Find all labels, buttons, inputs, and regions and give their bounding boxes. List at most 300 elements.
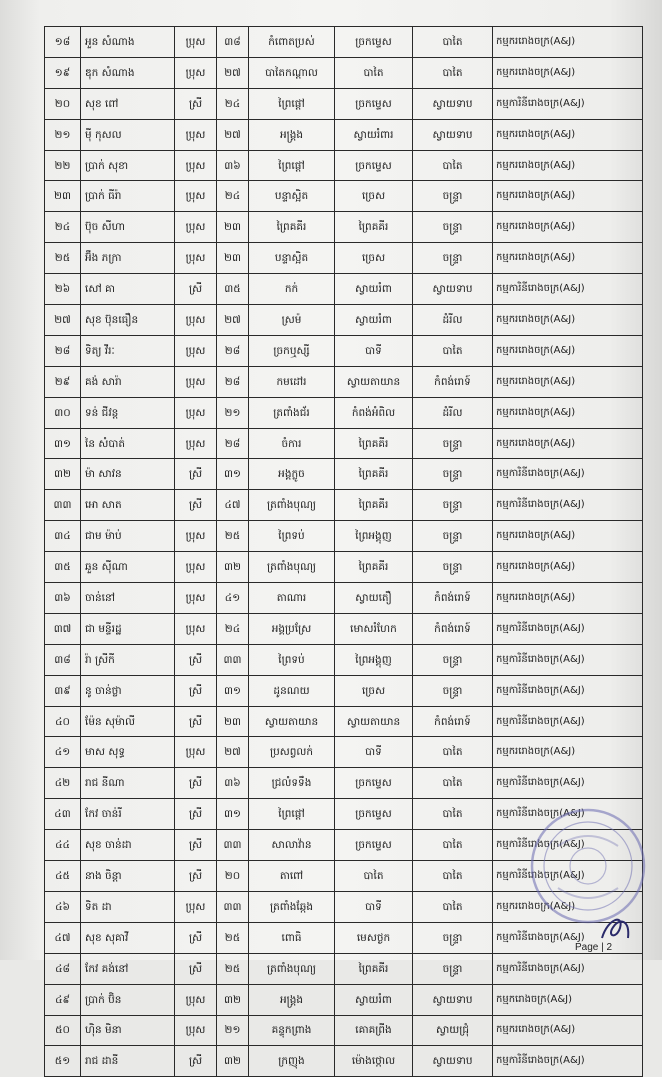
village-cell: ត្រពាំងជ័រ [249,397,335,428]
village-cell: កំពោតប្រស់ [249,27,335,58]
commune-cell: ស្វាយរំពារ [335,119,413,150]
village-cell: ស្រម៉ [249,305,335,336]
commune-cell: បាតៃ [335,57,413,88]
occupation-cell: កម្មការិនីរោងចក្រ(A&J) [493,922,643,953]
row-number-cell: ៤០ [45,706,81,737]
row-number-cell: ៣៤ [45,521,81,552]
district-cell: ចន្ទ្រា [413,953,493,984]
table-row [45,119,643,150]
village-cell: អង្គ្រង [249,119,335,150]
occupation-cell: កម្មការិនីរោងចក្រ(A&J) [493,644,643,675]
person-name-cell: អ៊ឹង ភក្រា [81,243,175,274]
person-name-cell: មាស សុទ្ធ [81,737,175,768]
commune-cell: ព្រៃអង្គុញ [335,644,413,675]
district-cell: បាតៃ [413,799,493,830]
village-cell: គន្ទុកព្រាង [249,1015,335,1046]
occupation-cell: កម្មការិនីរោងចក្រ(A&J) [493,675,643,706]
district-cell: ចន្ទ្រា [413,212,493,243]
row-number-cell: ១៩ [45,57,81,88]
district-cell: កំពង់រោទ៍ [413,706,493,737]
row-number-cell: ៤៦ [45,891,81,922]
table-row [45,583,643,614]
gender-cell: ប្រុស [175,119,217,150]
age-cell: ២១ [217,1015,249,1046]
age-cell: ៣៥ [217,274,249,305]
occupation-cell: កម្មកររោងចក្រ(A&J) [493,737,643,768]
person-name-cell: រ៉ា ស្រីកី [81,644,175,675]
person-name-cell: ម៉ា សាវន [81,459,175,490]
gender-cell: ស្រី [175,644,217,675]
district-cell: បាតៃ [413,737,493,768]
commune-cell: ច្រេស [335,181,413,212]
row-number-cell: ២២ [45,150,81,181]
person-name-cell: ហ៊ិន មិនា [81,1015,175,1046]
gender-cell: ប្រុស [175,1015,217,1046]
village-cell: ត្រពាំងបុណ្យ [249,490,335,521]
district-cell: ចន្ទ្រា [413,459,493,490]
occupation-cell: កម្មកររោងចក្រ(A&J) [493,150,643,181]
commune-cell: មោសរំហែក [335,613,413,644]
village-cell: បន្ទាស្អិត [249,243,335,274]
age-cell: ៣២ [217,984,249,1015]
table-row [45,613,643,644]
village-cell: អង្គ្រង [249,984,335,1015]
person-name-cell: ប៊ុច សីហា [81,212,175,243]
commune-cell: ច្រកម្ទេស [335,150,413,181]
occupation-cell: កម្មការិនីរោងចក្រ(A&J) [493,768,643,799]
occupation-cell: កម្មការិនីរោងចក្រ(A&J) [493,88,643,119]
age-cell: ២៣ [217,706,249,737]
district-cell: ចន្ទ្រា [413,490,493,521]
table-row [45,366,643,397]
table-row [45,737,643,768]
gender-cell: ប្រុស [175,737,217,768]
table-row [45,1015,643,1046]
occupation-cell: កម្មការិនីរោងចក្រ(A&J) [493,274,643,305]
occupation-cell: កម្មការិនីរោងចក្រ(A&J) [493,830,643,861]
gender-cell: ប្រុស [175,366,217,397]
table-row [45,521,643,552]
district-cell: ដំរីល [413,305,493,336]
table-row [45,490,643,521]
person-name-cell: ម៉ី កុសល [81,119,175,150]
row-number-cell: ៤៤ [45,830,81,861]
person-name-cell: ចាន់នៅ [81,583,175,614]
row-number-cell: ២៧ [45,305,81,336]
district-cell: បាតៃ [413,150,493,181]
village-cell: ព្រៃទប់ [249,521,335,552]
table-row [45,1046,643,1077]
gender-cell: ស្រី [175,1046,217,1077]
table-row [45,799,643,830]
table-row [45,675,643,706]
age-cell: ២៣ [217,212,249,243]
commune-cell: ច្រកម្ទេស [335,799,413,830]
age-cell: ២៧ [217,57,249,88]
gender-cell: ប្រុស [175,521,217,552]
table-row [45,150,643,181]
person-name-cell: សុខ ប៊ុនធឿន [81,305,175,336]
occupation-cell: កម្មកររោងចក្រ(A&J) [493,891,643,922]
gender-cell: ស្រី [175,830,217,861]
occupation-cell: កម្មការិនីរោងចក្រ(A&J) [493,490,643,521]
district-cell: កំពង់រោទ៍ [413,583,493,614]
village-cell: បាតៃកណ្តាល [249,57,335,88]
commune-cell: ច្រកម្ទេស [335,27,413,58]
row-number-cell: ៤៥ [45,861,81,892]
village-cell: ចំការ [249,428,335,459]
district-cell: ស្វាយទាប [413,88,493,119]
gender-cell: ប្រុស [175,212,217,243]
district-cell: ស្វាយទាប [413,984,493,1015]
age-cell: ២៤ [217,613,249,644]
occupation-cell: កម្មកររោងចក្រ(A&J) [493,428,643,459]
age-cell: ២៧ [217,119,249,150]
commune-cell: កំពង់អំពិល [335,397,413,428]
village-cell: តាណារ [249,583,335,614]
commune-cell: ស្វាយតឿ [335,583,413,614]
person-name-cell: ជា មន្ទីរដ្ឋ [81,613,175,644]
commune-cell: គោគព្រីង [335,1015,413,1046]
table-row [45,706,643,737]
row-number-cell: ២០ [45,88,81,119]
occupation-cell: កម្មកររោងចក្រ(A&J) [493,1015,643,1046]
person-name-cell: រាជ នីណា [81,768,175,799]
district-cell: បាតៃ [413,830,493,861]
occupation-cell: កម្មកររោងចក្រ(A&J) [493,119,643,150]
person-name-cell: គង់ សារ៉ា [81,366,175,397]
village-cell: បន្ទាស្អិត [249,181,335,212]
commune-cell: ច្រកម្ទេស [335,768,413,799]
gender-cell: ស្រី [175,459,217,490]
row-number-cell: ៤១ [45,737,81,768]
district-cell: ស្វាយទាប [413,119,493,150]
gender-cell: ស្រី [175,861,217,892]
person-name-cell: ឌុក សំណាង [81,57,175,88]
row-number-cell: ៣៣ [45,490,81,521]
village-cell: ព្រៃផ្តៅ [249,799,335,830]
village-cell: ព្រៃផ្តៅ [249,150,335,181]
person-name-cell: ឆួន ស៊ីណា [81,552,175,583]
gender-cell: ប្រុស [175,27,217,58]
person-name-cell: ប្រាក់ សុខា [81,150,175,181]
gender-cell: ប្រុស [175,552,217,583]
table-row [45,428,643,459]
row-number-cell: ១៨ [45,27,81,58]
row-number-cell: ២៣ [45,181,81,212]
village-cell: ស្វាយតាយាន [249,706,335,737]
row-number-cell: ៣៧ [45,613,81,644]
row-number-cell: ៤៨ [45,953,81,984]
village-cell: សាលាវ៉ាន [249,830,335,861]
commune-cell: បាទី [335,891,413,922]
row-number-cell: ៣០ [45,397,81,428]
gender-cell: ប្រុស [175,57,217,88]
table-row [45,459,643,490]
age-cell: ២៤ [217,181,249,212]
gender-cell: ប្រុស [175,984,217,1015]
commune-cell: ស្វាយតាយាន [335,706,413,737]
row-number-cell: ៥០ [45,1015,81,1046]
village-cell: ត្រពាំងបុណ្យ [249,953,335,984]
commune-cell: ព្រៃគគីរ [335,552,413,583]
commune-cell: ស្វាយតាយាន [335,366,413,397]
commune-cell: ម៉ោងថ្កោល [335,1046,413,1077]
occupation-cell: កម្មការិនីរោងចក្រ(A&J) [493,953,643,984]
gender-cell: ប្រុស [175,891,217,922]
village-cell: ព្រៃផ្តៅ [249,88,335,119]
gender-cell: ស្រី [175,953,217,984]
age-cell: ៣៣ [217,891,249,922]
occupation-cell: កម្មករោងចក្រ(A&J) [493,984,643,1015]
occupation-cell: កម្មការិនីរោងចក្រ(A&J) [493,459,643,490]
age-cell: ២៧ [217,737,249,768]
occupation-cell: កម្មកររោងចក្រ(A&J) [493,366,643,397]
gender-cell: ស្រី [175,675,217,706]
age-cell: ២៨ [217,366,249,397]
table-row [45,181,643,212]
commune-cell: ព្រៃគគីរ [335,459,413,490]
table-row [45,57,643,88]
commune-cell: ច្រេស [335,675,413,706]
table-row [45,88,643,119]
person-name-cell: ទិត ដា [81,891,175,922]
occupation-cell: កម្មការិនីរោងចក្រ(A&J) [493,799,643,830]
commune-cell: មេសថ្ងក [335,922,413,953]
gender-cell: ប្រុស [175,305,217,336]
gender-cell: ស្រី [175,706,217,737]
commune-cell: ស្វាយរំពា [335,984,413,1015]
village-cell: ព្រៃទប់ [249,644,335,675]
table-row [45,922,643,953]
district-cell: ចន្ទ្រា [413,552,493,583]
occupation-cell: កម្មការិនីរោងចក្រ(A&J) [493,861,643,892]
district-cell: បាតៃ [413,27,493,58]
village-cell: អង្គប្រស្រែ [249,613,335,644]
row-number-cell: ៣៦ [45,583,81,614]
age-cell: ២៥ [217,521,249,552]
age-cell: ៣២ [217,1046,249,1077]
row-number-cell: ៤៧ [45,922,81,953]
age-cell: ៣១ [217,799,249,830]
commune-cell: ព្រៃអង្គុញ [335,521,413,552]
gender-cell: ស្រី [175,768,217,799]
district-cell: កំពង់រោទ៍ [413,613,493,644]
village-cell: ព្រៃគគីរ [249,212,335,243]
person-name-cell: កែវ ចាន់រី [81,799,175,830]
age-cell: ២៥ [217,922,249,953]
person-name-cell: សៅ គា [81,274,175,305]
district-cell: ចន្ទ្រា [413,521,493,552]
row-number-cell: ២៩ [45,366,81,397]
person-name-cell: នូ ចាន់ថ្លា [81,675,175,706]
person-name-cell: នាង ចិន្តា [81,861,175,892]
table-row [45,768,643,799]
village-cell: ច្រកឬស្សី [249,335,335,366]
commune-cell: ស្វាយរំពា [335,305,413,336]
gender-cell: ស្រី [175,490,217,521]
table-row [45,552,643,583]
gender-cell: ប្រុស [175,181,217,212]
row-number-cell: ៤៩ [45,984,81,1015]
gender-cell: ស្រី [175,88,217,119]
row-number-cell: ៣៩ [45,675,81,706]
age-cell: ២៥ [217,953,249,984]
commune-cell: ស្វាយរំពា [335,274,413,305]
table-row [45,397,643,428]
district-cell: ចន្ទ្រា [413,243,493,274]
person-name-cell: សុខ ចាន់ដា [81,830,175,861]
gender-cell: ស្រី [175,799,217,830]
row-number-cell: ៤២ [45,768,81,799]
age-cell: ២០ [217,861,249,892]
occupation-cell: កម្មកររោងចក្រ(A&J) [493,305,643,336]
gender-cell: ស្រី [175,274,217,305]
row-number-cell: ៥១ [45,1046,81,1077]
commune-cell: ព្រៃគគីរ [335,953,413,984]
district-cell: បាតៃ [413,861,493,892]
occupation-cell: កម្មកររោងចក្រ(A&J) [493,27,643,58]
age-cell: ៣៣ [217,644,249,675]
row-number-cell: ៣៥ [45,552,81,583]
commune-cell: ព្រៃគគីរ [335,490,413,521]
district-cell: ស្វាយទាប [413,1046,493,1077]
commune-cell: ច្រកម្ទេស [335,88,413,119]
person-name-cell: ប្រាក់ ធីរ៉ា [81,181,175,212]
district-cell: បាតៃ [413,768,493,799]
commune-cell: ច្រេស [335,243,413,274]
age-cell: ២១ [217,397,249,428]
village-cell: ពោធិ [249,922,335,953]
commune-cell: បាតៃ [335,861,413,892]
age-cell: ៣១ [217,459,249,490]
table-row [45,335,643,366]
table-row [45,861,643,892]
age-cell: ២៤ [217,88,249,119]
page-number: Page | 2 [575,942,613,953]
person-name-cell: អោ សាត [81,490,175,521]
village-cell: ប្រសព្វលក់ [249,737,335,768]
village-cell: អង្គក្លូច [249,459,335,490]
district-cell: កំពង់រោទ៍ [413,366,493,397]
age-cell: ២៣ [217,243,249,274]
person-name-cell: ប្រាក់ ប៊ិន [81,984,175,1015]
occupation-cell: កម្មកររោងចក្រ(A&J) [493,583,643,614]
age-cell: ៣៦ [217,768,249,799]
gender-cell: ប្រុស [175,613,217,644]
district-cell: ចន្ទ្រា [413,922,493,953]
age-cell: ៤៧ [217,490,249,521]
person-name-cell: ម៉ែន សុម៉ាលី [81,706,175,737]
occupation-cell: កម្មកររោងចក្រ(A&J) [493,243,643,274]
age-cell: ៣៣ [217,830,249,861]
table-row [45,212,643,243]
village-cell: កមដៅរ [249,366,335,397]
district-cell: បាតៃ [413,891,493,922]
commune-cell: បាទី [335,335,413,366]
occupation-cell: កម្មកររោងចក្រ(A&J) [493,521,643,552]
village-cell: ជ្រលំទទឹង [249,768,335,799]
village-cell: កក់ [249,274,335,305]
occupation-cell: កម្មកររោងចក្រ(A&J) [493,212,643,243]
commune-cell: ច្រកម្ទេស [335,830,413,861]
row-number-cell: ៣១ [45,428,81,459]
occupation-cell: កម្មការិនីរោងចក្រ(A&J) [493,613,643,644]
district-cell: ស្វាយជ្រុំ [413,1015,493,1046]
person-name-cell: អួន សំណាង [81,27,175,58]
table-row [45,953,643,984]
row-number-cell: ២៤ [45,212,81,243]
table-row [45,644,643,675]
person-name-cell: សុខ សុគាវី [81,922,175,953]
occupation-cell: កម្មកររោងចក្រ(A&J) [493,181,643,212]
people-table [44,26,643,1077]
age-cell: ២៧ [217,305,249,336]
district-cell: ស្វាយទាប [413,274,493,305]
person-name-cell: សុខ ពៅ [81,88,175,119]
age-cell: ៣១ [217,675,249,706]
table-row [45,27,643,58]
row-number-cell: ៣៨ [45,644,81,675]
person-name-cell: កែវ គង់នៅ [81,953,175,984]
commune-cell: ព្រៃគគីរ [335,428,413,459]
row-number-cell: ៤៣ [45,799,81,830]
row-number-cell: ២៥ [45,243,81,274]
gender-cell: ស្រី [175,922,217,953]
occupation-cell: កម្មកររោងចក្រ(A&J) [493,552,643,583]
village-cell: ក្រញុង [249,1046,335,1077]
table-row [45,305,643,336]
row-number-cell: ២១ [45,119,81,150]
commune-cell: បាទី [335,737,413,768]
occupation-cell: កម្មកររោងចក្រ(A&J) [493,57,643,88]
occupation-cell: កម្មការិនីរោងចក្រ(A&J) [493,706,643,737]
village-cell: ត្រពាំងបុណ្យ [249,552,335,583]
person-name-cell: ទន់ ជីវន្ត [81,397,175,428]
gender-cell: ប្រុស [175,428,217,459]
gender-cell: ប្រុស [175,150,217,181]
person-name-cell: នៃ សំបាត់ [81,428,175,459]
table-row [45,830,643,861]
commune-cell: ព្រៃគគីរ [335,212,413,243]
gender-cell: ប្រុស [175,583,217,614]
age-cell: ៣២ [217,552,249,583]
gender-cell: ប្រុស [175,243,217,274]
row-number-cell: ៣២ [45,459,81,490]
occupation-cell: កម្មកររោងចក្រ(A&J) [493,335,643,366]
occupation-cell: កម្មកររោងចក្រ(A&J) [493,397,643,428]
district-cell: ចន្ទ្រា [413,428,493,459]
occupation-cell: កម្មការិនីរោងចក្រ(A&J) [493,1046,643,1077]
gender-cell: ប្រុស [175,335,217,366]
district-cell: ដំរីល [413,397,493,428]
table-row [45,984,643,1015]
district-cell: បាតៃ [413,335,493,366]
table-row [45,243,643,274]
age-cell: ២៨ [217,428,249,459]
person-name-cell: ទិត្យ វីរៈ [81,335,175,366]
table-body [45,27,643,1077]
village-cell: ត្រពាំងឆ្កែង [249,891,335,922]
gender-cell: ប្រុស [175,397,217,428]
person-name-cell: ជាម ម៉ាប់ [81,521,175,552]
table-row [45,891,643,922]
age-cell: ៣៦ [217,150,249,181]
age-cell: ៤១ [217,583,249,614]
table-row [45,274,643,305]
village-cell: ដូនណយ [249,675,335,706]
age-cell: ៣៨ [217,27,249,58]
